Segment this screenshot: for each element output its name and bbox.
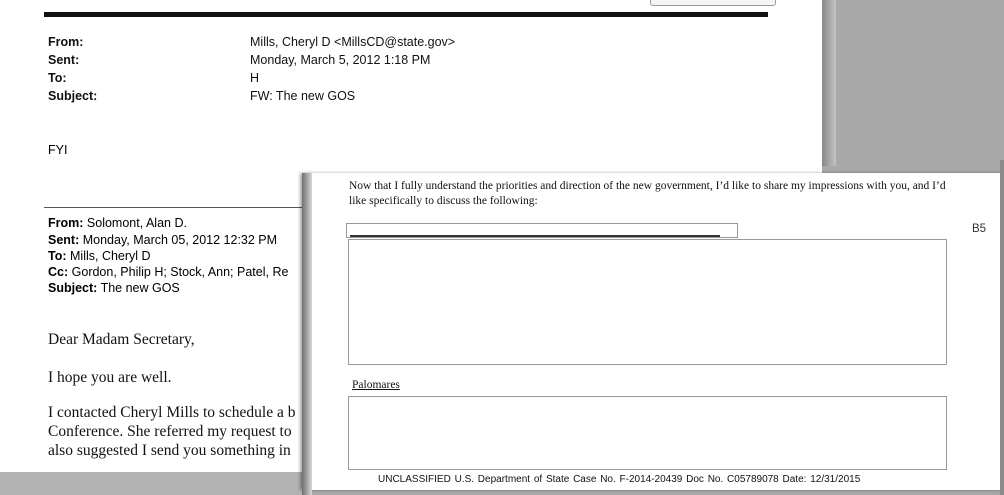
section-heading: Palomares xyxy=(352,379,400,391)
header-rule xyxy=(44,12,768,17)
fwd-subject-line xyxy=(48,280,180,296)
fwd-from-label: From: xyxy=(48,216,84,230)
page-edge xyxy=(0,472,302,495)
fyi-note: FYI xyxy=(48,143,68,157)
subject-value: FW: The new GOS xyxy=(250,89,356,103)
to-value: H xyxy=(250,71,260,85)
fwd-from-value: Solomont, Alan D. xyxy=(86,216,187,230)
fwd-sent-label: Sent: xyxy=(48,233,80,247)
fwd-cc-label: Cc: xyxy=(48,265,69,279)
forward-divider xyxy=(44,207,319,208)
from-value: Mills, Cheryl D <MillsCD@state.gov> xyxy=(250,35,456,49)
fwd-to-label: To: xyxy=(48,249,67,263)
letter-salutation: Dear Madam Secretary, xyxy=(48,331,195,348)
redaction-box xyxy=(348,239,947,365)
exemption-code: B5 xyxy=(972,223,987,235)
sent-label: Sent: xyxy=(48,53,80,67)
fwd-subject-label: Subject: xyxy=(48,281,98,295)
redaction-box xyxy=(348,396,947,470)
letter-line: I contacted Cheryl Mills to schedule a b xyxy=(48,404,296,421)
fwd-cc-line xyxy=(48,264,288,280)
fwd-cc-value: Gordon, Philip H; Stock, Ann; Patel, Re xyxy=(71,265,289,279)
fwd-to-value: Mills, Cheryl D xyxy=(70,249,151,263)
classification-footer: UNCLASSIFIED U.S. Department of State Case No. F-2014-20439 Doc No. C05789078 Date: 12/31/2015 xyxy=(378,474,861,485)
page-edge xyxy=(1000,160,1004,495)
fwd-subject-value: The new GOS xyxy=(100,281,180,295)
from-label: From: xyxy=(48,35,84,49)
page-edge xyxy=(302,173,312,495)
fwd-from-line xyxy=(48,215,187,231)
toolbar-button-partial[interactable] xyxy=(650,0,776,6)
intro-paragraph: Now that I fully understand the priorities and direction of the new government, I’d like to share my impressions with you, and I’d like specifically to discuss the following: xyxy=(349,180,946,207)
fwd-sent-value: Monday, March 05, 2012 12:32 PM xyxy=(82,233,278,247)
fwd-to-line xyxy=(48,248,151,264)
page-edge xyxy=(822,0,836,166)
letter-line: also suggested I send you something in xyxy=(48,442,291,459)
letter-line: I hope you are well. xyxy=(48,369,172,386)
letter-line: Conference. She referred my request to xyxy=(48,423,292,440)
subject-label: Subject: xyxy=(48,89,98,103)
to-label: To: xyxy=(48,71,67,85)
redaction-mark xyxy=(350,235,720,237)
sent-value: Monday, March 5, 2012 1:18 PM xyxy=(250,53,431,67)
fwd-sent-line xyxy=(48,232,277,248)
document-page-front xyxy=(302,173,1002,490)
